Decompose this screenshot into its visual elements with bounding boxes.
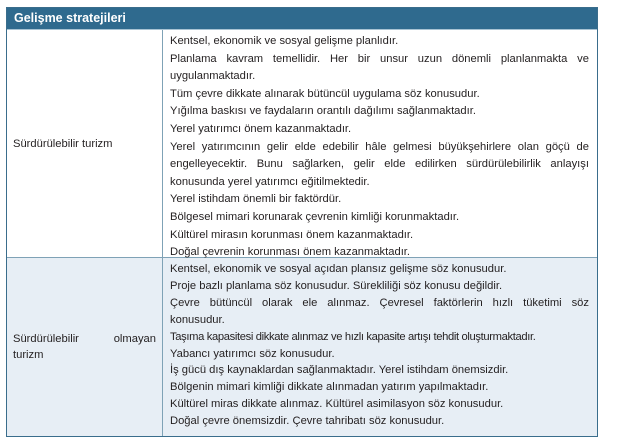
row-label-unsustainable <box>7 258 163 436</box>
content-line: Kentsel, ekonomik ve sosyal açıdan plansız gelişme söz konusudur. <box>170 263 507 275</box>
content-line: konusudur. <box>170 313 225 326</box>
row-label-sustainable <box>7 30 163 257</box>
content-line: Kültürel mirasın korunması önem kazanmaktadır. <box>170 228 414 241</box>
content-line: Doğal çevrenin korunması önem kazanmaktadır. <box>170 246 411 259</box>
content-line: Doğal çevre önemsizdir. Çevre tahribatı söz konusudur. <box>170 415 445 428</box>
content-line: Kentsel, ekonomik ve sosyal gelişme planlıdır. <box>170 35 399 47</box>
row-label-text: Sürdürülebilir turizm <box>13 137 113 150</box>
content-line: Yığılma baskısı ve faydaların orantılı dağılımı sağlanmaktadır. <box>170 105 476 118</box>
content-line: Çevre bütüncül olarak ele alınmaz. Çevresel faktörlerin hızlı tüketimi söz <box>170 296 589 309</box>
content-line: Yabancı yatırımcı söz konusudur. <box>170 347 335 360</box>
content-line: Proje bazlı planlama söz konusudur. Sürekliliği söz konusu değildir. <box>170 279 503 292</box>
row-content-sustainable <box>163 30 597 257</box>
content-line: uygulanmaktadır. <box>170 70 256 83</box>
content-line: engelleyecektir. Bunu sağlarken, gelir elde edilirken sürdürülebilirlik anlayışı <box>170 158 589 171</box>
content-line: Tüm çevre dikkate alınarak bütüncül uygulama söz konusudur. <box>170 87 480 100</box>
content-line: Kültürel miras dikkate alınmaz. Kültürel asimilasyon söz konusudur. <box>170 398 504 411</box>
content-line: konusunda yerel yatırımcı eğitilmektedir. <box>170 175 370 188</box>
content-line: Bölgenin mimari kimliği dikkate alınmadan yatırım yapılmaktadır. <box>170 381 489 394</box>
content-line: Yerel yatırımcının gelir elde edebilir hâle gelmesi büyükşehirlere olan göçü de <box>170 140 589 153</box>
table-row-unsustainable <box>7 258 597 436</box>
row-label-text <box>13 331 156 363</box>
content-line: Bölgesel mimari korunarak çevrenin kimliği korunmaktadır. <box>170 210 460 223</box>
row-content-unsustainable <box>163 258 597 436</box>
content-line: Yerel istihdam önemli bir faktördür. <box>170 193 342 206</box>
strategy-table <box>6 7 598 437</box>
content-line: Planlama kavram temellidir. Her bir unsur uzun dönemli planlanmakta ve <box>170 52 589 65</box>
row-label-line: Sürdürülebilir olmayan <box>13 333 156 345</box>
row-label-line: turizm <box>13 349 44 361</box>
table-header: Gelişme stratejileri <box>7 8 597 30</box>
content-line: Yerel yatırımcı önem kazanmaktadır. <box>170 122 352 135</box>
content-line: İş gücü dış kaynaklardan sağlanmaktadır. Yerel istihdam önemsizdir. <box>170 364 509 377</box>
content-line: Taşıma kapasitesi dikkate alınmaz ve hızlı kapasite artışı tehdit oluşturmaktadır. <box>170 330 536 343</box>
table-row-sustainable <box>7 30 597 258</box>
